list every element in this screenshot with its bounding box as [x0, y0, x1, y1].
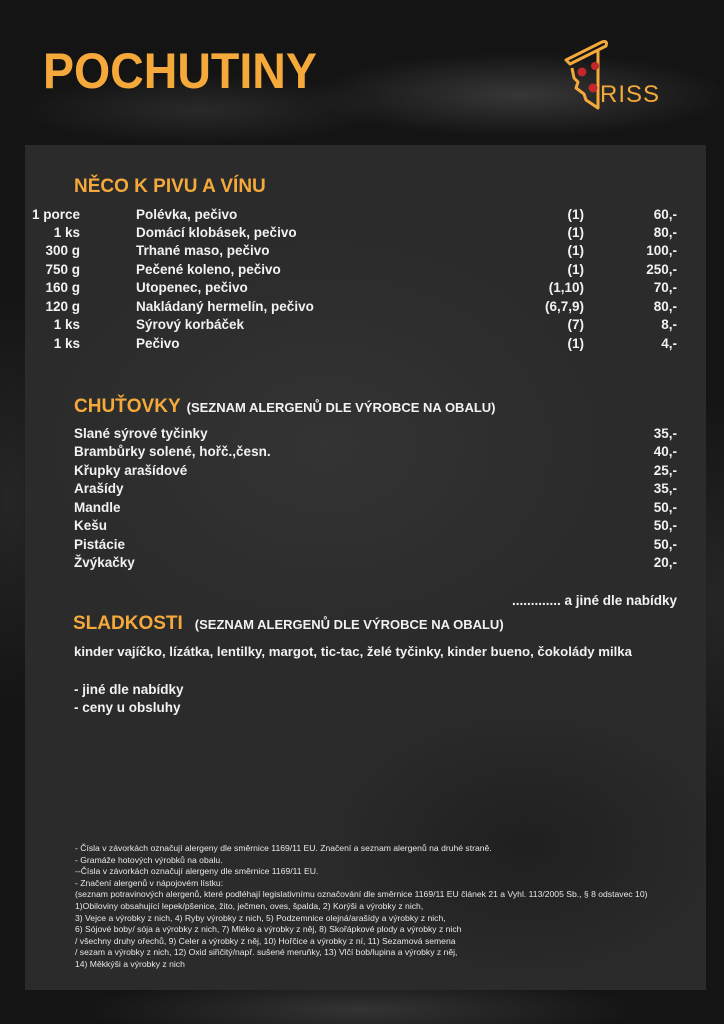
menu-row [0, 481, 724, 499]
item-name: Trhané maso, pečivo [136, 243, 270, 258]
item-allergens: (6,7,9) [544, 299, 584, 314]
sweets-note: - ceny u obsluhy [74, 700, 181, 715]
menu-row [0, 444, 724, 462]
section-subtitle: (SEZNAM ALERGENŮ DLE VÝROBCE NA OBALU) [186, 400, 496, 415]
item-allergens: (1) [567, 225, 584, 240]
item-price: 35,- [653, 481, 677, 496]
item-name: Arašídy [74, 481, 124, 496]
item-name: Sýrový korbáček [136, 317, 245, 332]
item-price: 35,- [653, 426, 677, 441]
item-allergens: (1) [567, 262, 584, 277]
section-title-text: SLADKOSTI [73, 613, 183, 634]
item-allergens: (7) [567, 317, 584, 332]
menu-row [0, 518, 724, 536]
item-name: Utopenec, pečivo [136, 280, 248, 295]
item-qty: 1 ks [53, 336, 80, 351]
logo-text: RISS [600, 81, 661, 108]
item-name: Slané sýrové tyčinky [74, 426, 208, 441]
section-title-snacks [74, 396, 496, 418]
menu-row [0, 262, 724, 280]
item-name: Pistácie [74, 537, 126, 552]
footnote-line: / sezam a výrobky z nich, 12) Oxid siřičitý/např. sušené meruňky, 13) Vlčí bob/lupina a výrobky z něj, [75, 947, 458, 958]
section-title-sweets [73, 613, 504, 635]
footnote-line: / všechny druhy ořechů, 9) Celer a výrobky z něj, 10) Hořčice a výrobky z ní, 11) Sezamová semena [75, 935, 456, 946]
item-price: 50,- [653, 500, 677, 515]
item-qty: 1 porce [31, 207, 80, 222]
sweets-list: kinder vajíčko, lízátka, lentilky, margot, tic-tac, želé tyčinky, kinder bueno, čokolády milka [74, 644, 632, 659]
item-price: 50,- [653, 537, 677, 552]
menu-row [0, 317, 724, 335]
item-price: 8,- [661, 317, 677, 332]
item-price: 80,- [653, 299, 677, 314]
item-name: Pečivo [136, 336, 180, 351]
footnote-line: (seznam potravinových alergenů, které podléhají legislativnímu označování dle směrnice 1169/11 EU článek 21 a Vyhl. 113/2005 Sb., § 8 odstavec 10) [75, 889, 648, 900]
sweets-note: - jiné dle nabídky [74, 682, 184, 697]
menu-row [0, 280, 724, 298]
item-allergens: (1) [567, 243, 584, 258]
item-price: 80,- [653, 225, 677, 240]
item-qty: 1 ks [53, 225, 80, 240]
footnote-line: 6) Sójové boby/ sója a výrobky z nich, 7) Mléko a výrobky z něj, 8) Skořápkové plody a výrobky z nich [75, 924, 462, 935]
menu-row [0, 555, 724, 573]
footnote-line: 14) Měkkýši a výrobky z nich [75, 958, 185, 969]
item-price: 4,- [661, 336, 677, 351]
footnote-line: - Gramáže hotových výrobků na obalu. [75, 854, 223, 865]
menu-row [0, 336, 724, 354]
item-name: Domácí klobásek, pečivo [136, 225, 297, 240]
menu-row [0, 500, 724, 518]
item-name: Mandle [74, 500, 121, 515]
item-name: Pečené koleno, pečivo [136, 262, 281, 277]
item-name: Žvýkačky [74, 555, 135, 570]
item-price: 100,- [646, 243, 677, 258]
more-note: ............. a jiné dle nabídky [511, 593, 677, 608]
item-allergens: (1) [567, 336, 584, 351]
item-price: 70,- [653, 280, 677, 295]
menu-row [0, 243, 724, 261]
item-price: 40,- [653, 444, 677, 459]
menu-row [0, 207, 724, 225]
footnote-line: 3) Vejce a výrobky z nich, 4) Ryby výrobky z nich, 5) Podzemnice olejná/arašídy a výrobky z nich, [75, 912, 446, 923]
item-name: Kešu [74, 518, 108, 533]
item-allergens: (1) [567, 207, 584, 222]
item-name: Polévka, pečivo [136, 207, 238, 222]
section-title-text: CHUŤOVKY [74, 396, 181, 417]
page-title: POCHUTINY [43, 43, 317, 99]
item-name: Brambůrky solené, hořč.,česn. [74, 444, 271, 459]
item-allergens: (1,10) [548, 280, 584, 295]
menu-row [0, 463, 724, 481]
menu-row [0, 299, 724, 317]
item-price: 20,- [653, 555, 677, 570]
item-qty: 1 ks [53, 317, 80, 332]
item-name: Nakládaný hermelín, pečivo [136, 299, 314, 314]
section-subtitle: (SEZNAM ALERGENŮ DLE VÝROBCE NA OBALU) [194, 617, 504, 632]
allergen-footnotes [75, 843, 647, 971]
menu-row [0, 537, 724, 555]
footnote-line: - Čísla v závorkách označují alergeny dle směrnice 1169/11 EU. Značení a seznam alergenů na druhé straně. [75, 843, 492, 853]
menu-row [0, 426, 724, 444]
item-qty: 120 g [45, 299, 80, 314]
item-price: 60,- [653, 207, 677, 222]
footnote-line: 1)Obiloviny obsahující lepek/pšenice, žito, ječmen, oves, špalda, 2) Korýši a výrobky z nich, [75, 900, 424, 911]
item-qty: 300 g [45, 243, 80, 258]
logo [562, 38, 682, 114]
item-qty: 160 g [45, 280, 80, 295]
menu-row [0, 225, 724, 243]
item-name: Křupky arašídové [74, 463, 188, 478]
item-price: 50,- [653, 518, 677, 533]
item-price: 25,- [653, 463, 677, 478]
footnote-line: --Čísla v závorkách označují alergeny dle směrnice 1169/11 EU. [75, 866, 319, 877]
item-qty: 750 g [45, 262, 80, 277]
footnote-line: - Značení alergenů v nápojovém lístku: [75, 877, 224, 888]
section-title-beer: NĚCO K PIVU A VÍNU [74, 176, 266, 197]
item-price: 250,- [646, 262, 677, 277]
